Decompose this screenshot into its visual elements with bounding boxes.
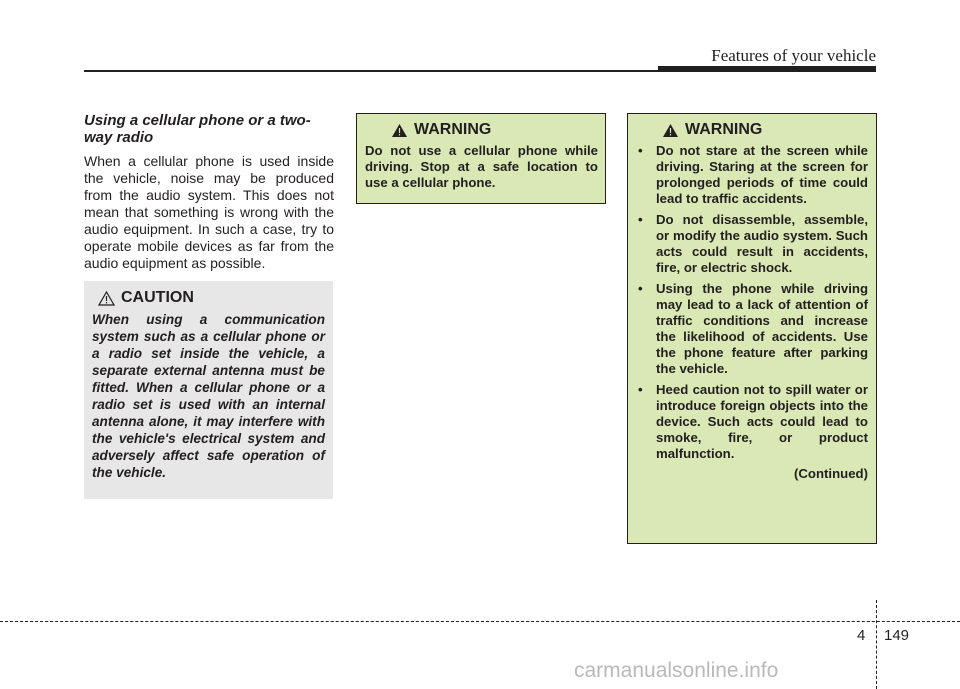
caution-box bbox=[84, 281, 333, 499]
bullet-icon: • bbox=[638, 382, 643, 397]
watermark: carmanualsonline.info bbox=[574, 659, 779, 682]
chapter-number: 4 bbox=[857, 627, 866, 644]
warning-box-1 bbox=[356, 113, 606, 204]
list-item: • Do not disassemble, assemble, or modify the audio system. Such acts could result in accidents, fire, or electric shock. bbox=[638, 212, 868, 275]
warning-triangle-filled-icon bbox=[662, 123, 679, 138]
footer-rule bbox=[0, 621, 960, 622]
warning-header bbox=[662, 121, 868, 139]
warning-list bbox=[636, 143, 868, 462]
header-rule bbox=[84, 70, 660, 72]
bullet-icon: • bbox=[638, 212, 643, 227]
warning-triangle-outline-icon bbox=[98, 291, 115, 306]
subheading: Using a cellular phone or a two-way radio bbox=[84, 112, 311, 146]
bullet-icon: • bbox=[638, 281, 643, 296]
caution-title: CAUTION bbox=[121, 289, 194, 306]
caution-header bbox=[98, 289, 325, 307]
warning-header bbox=[391, 121, 598, 139]
footer-divider bbox=[876, 600, 877, 689]
caution-text: When using a communication system such as a cellular phone or a radio set inside the vehicle, a separate external antenna must be fitted. When a cellular phone or a radio set is used with an internal antenna alone, it may interfere with the vehicle's electrical system and adversely affect safe operation of the vehicle. bbox=[92, 312, 325, 480]
list-item: • Heed caution not to spill water or introduce foreign objects into the device. Such acts could lead to smoke, fire, or product malfunction. bbox=[638, 382, 868, 461]
warning-text: Do not use a cellular phone while driving. Stop at a safe location to use a cellular phone. bbox=[365, 143, 598, 190]
page-number: 149 bbox=[884, 627, 910, 644]
list-item: • Using the phone while driving may lead to a lack of attention of traffic conditions and increase the likelihood of accidents. Use the phone feature after parking the vehicle. bbox=[638, 281, 868, 376]
header-rule-thick bbox=[658, 66, 876, 72]
body-paragraph: When a cellular phone is used inside the vehicle, noise may be produced from the audio system. This does not mean that something is wrong with the audio equipment. In such a case, try to operate mobile devices as far from the audio equipment as possible. bbox=[84, 153, 334, 271]
warning-title: WARNING bbox=[685, 121, 763, 138]
warning-triangle-filled-icon bbox=[391, 123, 408, 138]
left-column bbox=[84, 112, 334, 272]
warning-title: WARNING bbox=[414, 121, 492, 138]
section-title: Features of your vehicle bbox=[711, 46, 876, 65]
warning-box-2 bbox=[627, 113, 877, 544]
continued-label: (Continued) bbox=[794, 466, 868, 481]
list-item: • Do not stare at the screen while driving. Staring at the screen for prolonged periods of time could lead to traffic accidents. bbox=[638, 143, 868, 206]
bullet-icon: • bbox=[638, 143, 643, 158]
